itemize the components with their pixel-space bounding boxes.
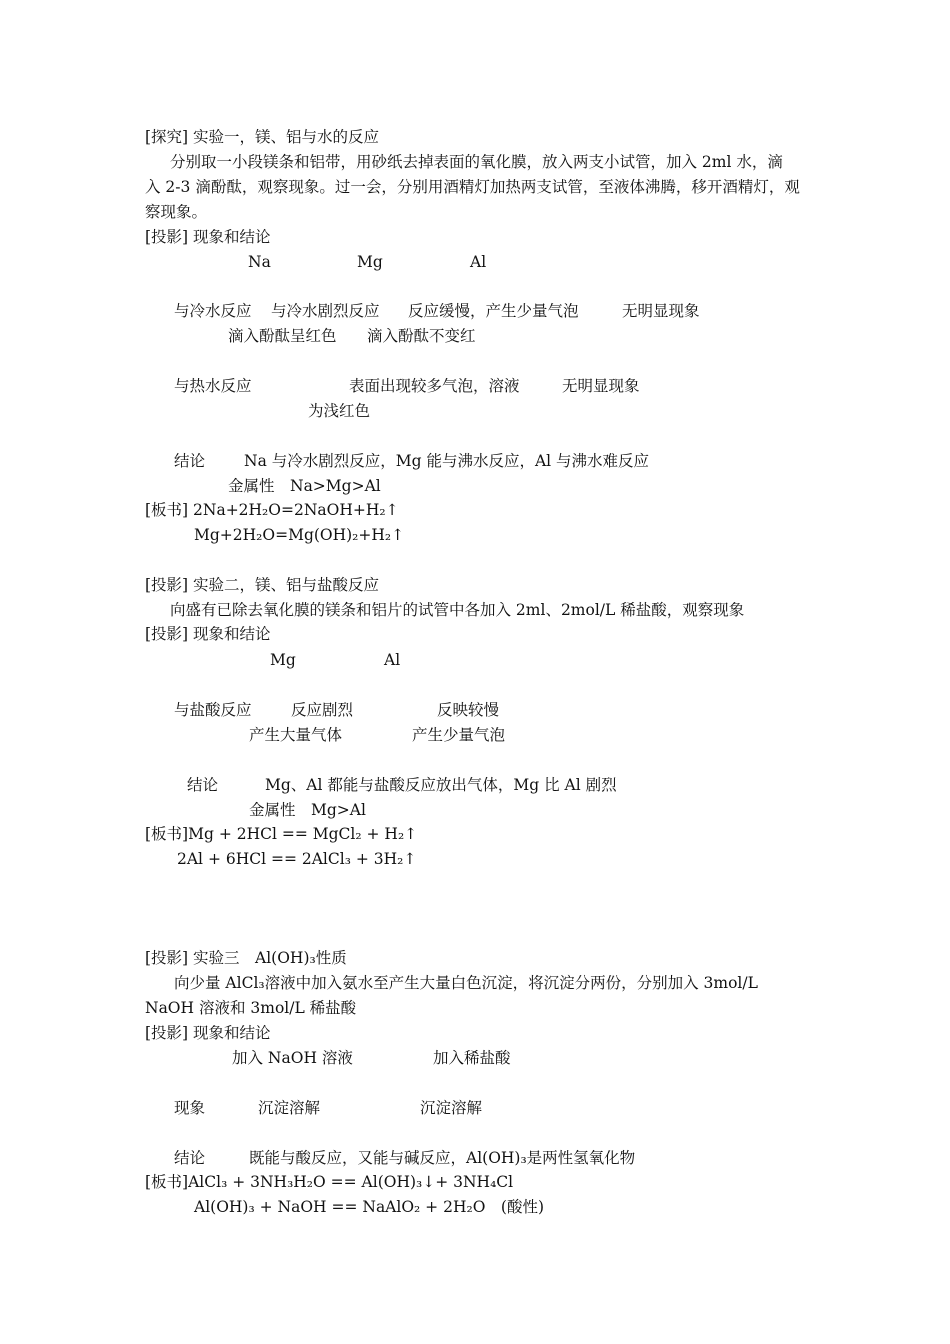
exp1-paragraph-line1: 分别取一小段镁条和铝带，用砂纸去掉表面的氧化膜，放入两支小试管，加入 2ml 水，滴 (170, 153, 783, 171)
exp1-hot-mg: 表面出现较多气泡，溶液 (349, 377, 520, 395)
exp1-col-mg: Mg (357, 253, 383, 271)
exp1-col-al: Al (470, 253, 487, 271)
exp1-board-equation1: [板书] 2Na+2H₂O=2NaOH+H₂↑ (145, 501, 399, 519)
exp1-hot-mg-line2: 为浅红色 (308, 402, 371, 420)
exp1-cold-na-phenol: 滴入酚酞呈红色 (228, 327, 337, 345)
exp3-board-equation2: Al(OH)₃ + NaOH == NaAlO₂ + 2H₂O (酸性) (194, 1198, 544, 1216)
exp3-paragraph-line1: 向少量 AlCl₃溶液中加入氨水至产生大量白色沉淀，将沉淀分两份，分别加入 3mol/L (174, 974, 758, 992)
exp1-metallicity: 金属性 Na>Mg>Al (228, 477, 381, 495)
exp2-conclusion-text: Mg、Al 都能与盐酸反应放出气体，Mg 比 Al 剧烈 (265, 776, 617, 794)
exp1-cold-na: 与冷水剧烈反应 (271, 302, 380, 320)
exp1-hot-label: 与热水反应 (174, 377, 252, 395)
exp1-heading: [探究] 实验一，镁、铝与水的反应 (145, 128, 380, 146)
exp3-phenomenon-naoh: 沉淀溶解 (258, 1099, 321, 1117)
exp1-col-na: Na (248, 253, 271, 271)
exp2-hcl-al-line2: 产生少量气泡 (412, 726, 506, 744)
exp1-paragraph-line3: 察现象。 (145, 203, 208, 221)
exp1-cold-mg: 反应缓慢，产生少量气泡 (408, 302, 579, 320)
exp1-cold-al: 无明显现象 (622, 302, 700, 320)
exp3-conclusion-text: 既能与酸反应，又能与碱反应，Al(OH)₃是两性氢氧化物 (249, 1149, 636, 1167)
exp3-phenomenon-hcl: 沉淀溶解 (420, 1099, 483, 1117)
exp3-board-equation1: [板书]AlCl₃ + 3NH₃H₂O == Al(OH)₃↓+ 3NH₄Cl (145, 1173, 514, 1191)
exp2-col-al: Al (384, 651, 401, 669)
exp3-conclusion-label: 结论 (174, 1149, 206, 1167)
exp1-paragraph-line2: 入 2-3 滴酚酞，观察现象。过一会，分别用酒精灯加热两支试管，至液体沸腾，移开酒精灯，观 (145, 178, 800, 196)
exp1-board-equation2: Mg+2H₂O=Mg(OH)₂+H₂↑ (194, 526, 405, 544)
exp2-heading: [投影] 实验二，镁、铝与盐酸反应 (145, 576, 380, 594)
exp3-projection-label: [投影] 现象和结论 (145, 1024, 271, 1042)
exp2-hcl-mg-line2: 产生大量气体 (249, 726, 343, 744)
exp3-phenomenon-label: 现象 (174, 1099, 206, 1117)
exp3-heading: [投影] 实验三 Al(OH)₃性质 (145, 949, 347, 967)
exp2-board-equation2: 2Al + 6HCl == 2AlCl₃ + 3H₂↑ (177, 850, 417, 868)
exp1-projection-label: [投影] 现象和结论 (145, 228, 271, 246)
exp2-paragraph: 向盛有已除去氧化膜的镁条和铝片的试管中各加入 2ml、2mol/L 稀盐酸，观察现象 (170, 601, 745, 619)
exp2-hcl-al: 反映较慢 (437, 701, 500, 719)
exp2-hcl-label: 与盐酸反应 (174, 701, 252, 719)
exp1-cold-label: 与冷水反应 (174, 302, 252, 320)
exp1-conclusion-text: Na 与冷水剧烈反应，Mg 能与沸水反应，Al 与沸水难反应 (244, 452, 650, 470)
exp1-hot-al: 无明显现象 (562, 377, 640, 395)
exp1-conclusion-label: 结论 (174, 452, 206, 470)
exp3-col-hcl: 加入稀盐酸 (433, 1049, 511, 1067)
exp2-projection-label: [投影] 现象和结论 (145, 625, 271, 643)
exp1-cold-mg-phenol: 滴入酚酞不变红 (367, 327, 476, 345)
exp3-paragraph-line2: NaOH 溶液和 3mol/L 稀盐酸 (145, 999, 357, 1017)
exp3-col-naoh: 加入 NaOH 溶液 (232, 1049, 353, 1067)
exp2-col-mg: Mg (270, 651, 296, 669)
exp2-metallicity: 金属性 Mg>Al (249, 801, 366, 819)
exp2-board-equation1: [板书]Mg + 2HCl == MgCl₂ + H₂↑ (145, 825, 418, 843)
exp2-conclusion-label: 结论 (187, 776, 219, 794)
exp2-hcl-mg: 反应剧烈 (291, 701, 354, 719)
